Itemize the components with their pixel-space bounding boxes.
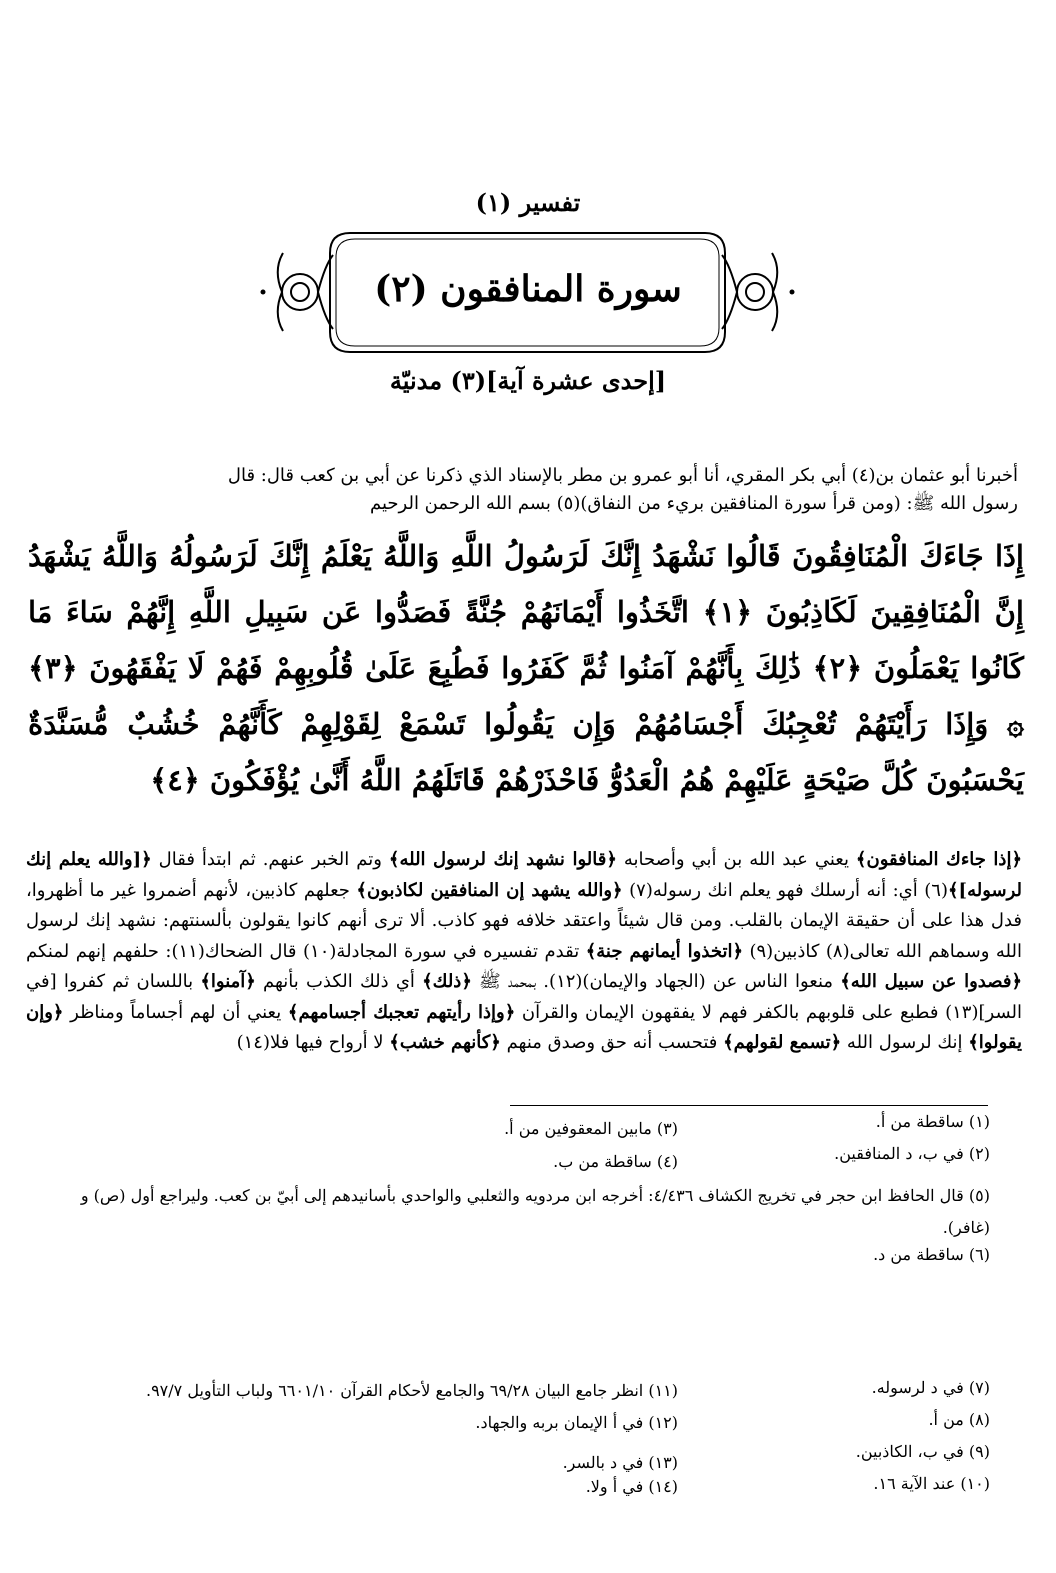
footnote-6: (٦) ساقطة من د. [873, 1245, 990, 1264]
text-1: يعني عبد الله بن أبي وأصحابه [616, 849, 856, 870]
quote-4: ﴿والله يشهد إن المنافقين لكاذبون﴾ [356, 879, 623, 901]
quote-3: ﴿[والله يعلم إنك لرسوله]﴾ [26, 849, 1022, 901]
footnote-13: (١٣) في د بالسر. [562, 1453, 678, 1472]
verse-count: [إحدى عشرة آية](٣) مدنيّة [389, 366, 667, 395]
text-4: جعلهم كاذبين، لأنهم أضمروا غير ما أظهروا، فدل هذا على أن حقيقة الإيمان بالقلب. ومن قال شيئاً واعتقد خلافه فهو كاذب. ألا ترى أنهم كانوا يقولون بألسنتهم: نشهد إنك لرسول الله وسماهم الله تعالى(٨) كاذبين(٩) [26, 879, 1023, 962]
footnote-4: (٤) ساقطة من ب. [553, 1152, 678, 1171]
text-5: تقدم تفسيره في سورة المجادلة(١٠) قال الضحاك(١١): حلفهم إنهم لمنكم [26, 940, 586, 962]
quote-2: ﴿قالوا نشهد إنك لرسول الله﴾ [388, 849, 617, 870]
footnote-3: (٣) مابين المعقوفين من أ. [504, 1119, 678, 1138]
quote-7: ﴿ذلك﴾ [422, 971, 472, 992]
text-8: باللسان ثم كفروا [في السر](١٣) فطبع على قلوبهم بالكفر فهم لا يفقهون الإيمان والقرآن [26, 971, 1022, 1023]
footnote-2: (٢) في ب، د المنافقين. [834, 1144, 990, 1163]
text-11: فتحسب أنه حق وصدق منهم [500, 1032, 724, 1053]
text-3: (٦) أي: أنه أرسلك فهو يعلم انك رسوله(٧) [622, 879, 948, 901]
quran-verses: إِذَا جَاءَكَ الْمُنَافِقُونَ قَالُوا نَشْهَدُ إِنَّكَ لَرَسُولُ اللَّهِ وَاللَّهُ يَعْلَمُ إِنَّكَ لَرَسُولُهُ وَاللَّهُ يَشْهَدُ إِنَّ الْمُنَافِقِينَ لَكَاذِبُونَ ﴿١﴾ اتَّخَذُوا أَيْمَانَهُمْ جُنَّةً فَصَدُّوا عَن سَبِيلِ اللَّهِ إِنَّهُمْ سَاءَ مَا كَانُوا يَعْمَلُونَ ﴿٢﴾ ذَٰلِكَ بِأَنَّهُمْ آمَنُوا ثُمَّ كَفَرُوا فَطُبِعَ عَلَىٰ قُلُوبِهِمْ فَهُمْ لَا يَفْقَهُونَ ﴿٣﴾ ۞ وَإِذَا رَأَيْتَهُمْ تُعْجِبُكَ أَجْسَامُهُمْ وَإِن يَقُولُوا تَسْمَعْ لِقَوْلِهِمْ كَأَنَّهُمْ خُشُبٌ مُّسَنَّدَةٌ يَحْسَبُونَ كُلَّ صَيْحَةٍ عَلَيْهِمْ هُمُ الْعَدُوُّ فَاحْذَرْهُمْ قَاتَلَهُمُ اللَّهُ أَنَّىٰ يُؤْفَكُونَ ﴿٤﴾ [28, 539, 1024, 797]
text-12: لا أرواح فيها فلا(١٤) [236, 1032, 390, 1053]
footnote-5: (٥) قال الحافظ ابن حجر في تخريج الكشاف ٤/٤٣٦: أخرجه ابن مردويه والثعلبي والواحدي بأسانيدهم إلى أبيّ بن كعب. وليراجع أول (ص) و (غافر). [80, 1186, 990, 1237]
isnad-line-2: رسول الله ﷺ: (ومن قرأ سورة المنافقين بريء من النفاق)(٥) بسم الله الرحمن الرحيم [370, 493, 1018, 514]
footnote-11: (١١) انظر جامع البيان ٦٩/٢٨ والجامع لأحكام القرآن ٦٦٠١/١٠ ولباب التأويل ٩٧/٧. [145, 1381, 678, 1400]
commentary-paragraph [26, 845, 1022, 1059]
quote-12: ﴿كأنهم خشب﴾ [389, 1032, 501, 1053]
quote-8: ﴿آمنوا﴾ [200, 971, 256, 992]
text-6: منعوا الناس عن (الجهاد والإيمان)(١٢). بمحمد ﷺ [471, 971, 841, 992]
footnote-9: (٩) في ب، الكاذبين. [855, 1442, 990, 1461]
tafsir-label: تفسير (١) [475, 188, 581, 217]
text-9: يعني أن لهم أجساماً ومناظر [63, 1001, 288, 1023]
surah-title: سورة المنافقون (٢) [374, 268, 682, 310]
footnote-12: (١٢) في أ الإيمان بربه والجهاد. [475, 1413, 678, 1432]
text-2: وتم الخبر عنهم. ثم ابتدأ فقال [151, 849, 389, 870]
footnote-8: (٨) من أ. [928, 1410, 990, 1429]
footnote-7: (٧) في د لرسوله. [871, 1378, 990, 1397]
footnote-divider [510, 1105, 988, 1106]
quote-5: ﴿اتخذوا أيمانهم جنة﴾ [585, 940, 743, 962]
isnad-line-1: أخبرنا أبو عثمان بن(٤) أبي بكر المقري، أنا أبو عمرو بن مطر بالإسناد الذي ذكرنا عن أبي بن كعب قال: قال [227, 465, 1018, 486]
text-10: إنك لرسول الله [841, 1032, 969, 1053]
quote-9: ﴿وإذا رأيتهم تعجبك أجسامهم﴾ [287, 1001, 516, 1023]
quote-1: ﴿إذا جاءك المنافقون﴾ [855, 849, 1022, 870]
footnote-10: (١٠) عند الآية ١٦. [873, 1474, 990, 1493]
footnote-14: (١٤) في أ ولا. [585, 1477, 678, 1496]
quote-10: ﴿وإن يقولوا﴾ [26, 1001, 1022, 1053]
quote-6: ﴿فصدوا عن سبيل الله﴾ [840, 971, 1022, 992]
footnote-1: (١) ساقطة من أ. [875, 1112, 990, 1131]
text-7: أي ذلك الكذب بأنهم [255, 971, 423, 992]
quote-11: ﴿تسمع لقولهم﴾ [723, 1032, 842, 1053]
